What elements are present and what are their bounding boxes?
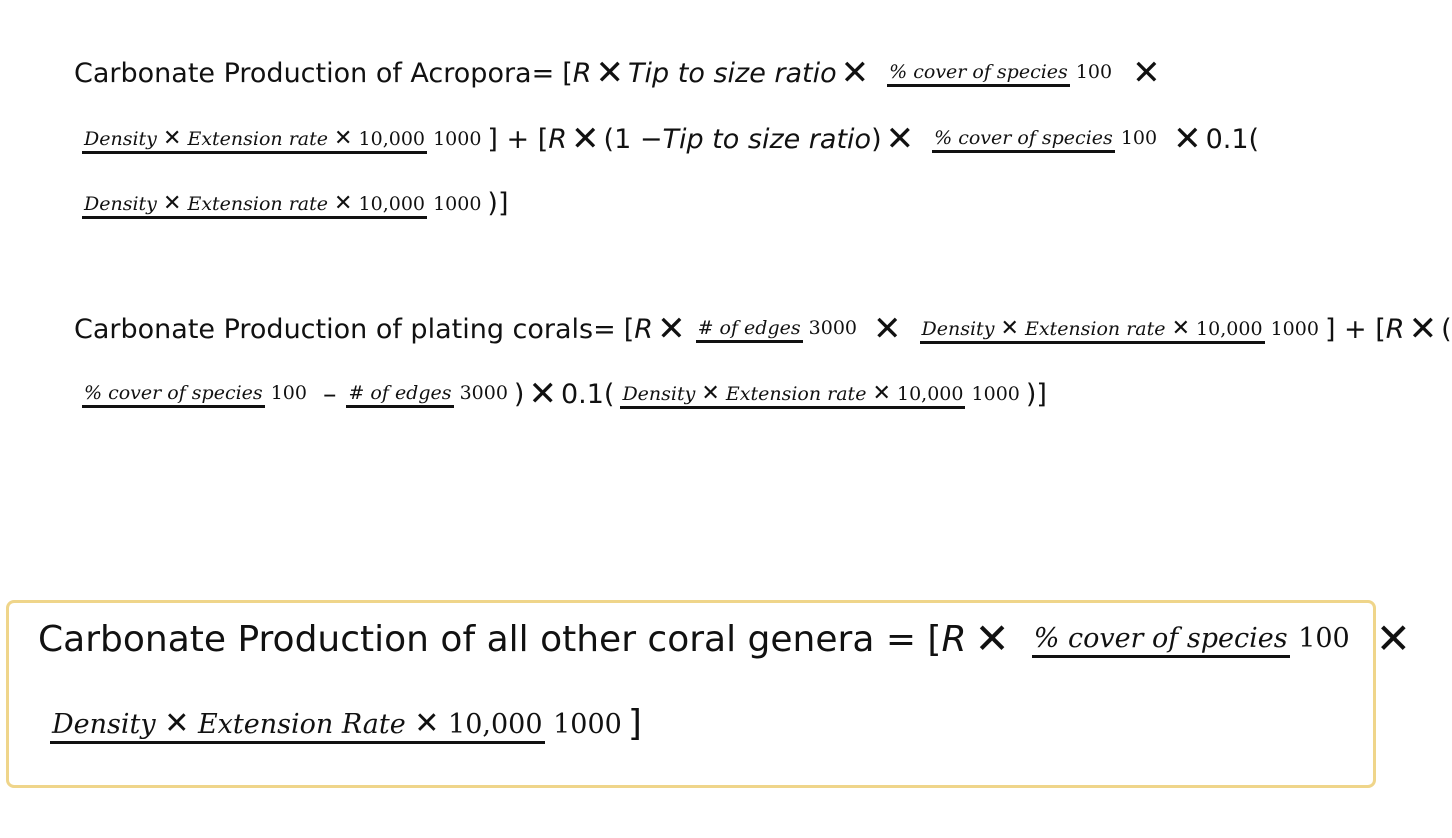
fraction-numerator: Density ✕ Extension rate ✕ 10,000 <box>620 383 965 409</box>
fraction-numerator: # of edges <box>346 382 453 408</box>
fraction-denominator: 3000 <box>459 382 508 405</box>
fraction-numerator: Density ✕ Extension rate ✕ 10,000 <box>82 128 427 154</box>
cover-fraction <box>887 63 1112 83</box>
tip-ratio-term: Tip to size ratio <box>662 123 872 155</box>
open-bracket: [ <box>562 57 573 89</box>
one-minus: (1 − <box>603 123 663 155</box>
fraction-denominator: 100 <box>270 382 307 405</box>
multiply-symbol: ✕ <box>885 119 915 159</box>
multiply-symbol: ✕ <box>1132 53 1161 93</box>
cover-fraction <box>932 129 1157 149</box>
plating-label: Carbonate Production of plating corals= <box>74 313 616 345</box>
fraction-denominator: 1000 <box>433 192 482 215</box>
factor-0-1: 0.1( <box>560 378 615 410</box>
other-label: Carbonate Production of all other coral genera = [ <box>38 618 942 660</box>
open-bracket: [ <box>623 313 635 345</box>
density-fraction <box>620 382 1019 405</box>
acropora-equation-line-1 <box>74 53 1165 93</box>
close-paren: ) <box>871 123 882 155</box>
edges-fraction <box>346 384 507 404</box>
fraction-denominator: 1000 <box>1270 318 1319 341</box>
multiply-symbol: ✕ <box>571 119 600 159</box>
other-equation-line-2 <box>44 703 642 744</box>
fraction-numerator: Density ✕ Extension rate ✕ 10,000 <box>82 193 427 219</box>
multiply-symbol: ✕ <box>1408 309 1438 349</box>
fraction-denominator: 3000 <box>808 317 858 340</box>
acropora-equation-line-3 <box>76 188 509 219</box>
fraction-denominator: 1000 <box>971 383 1020 406</box>
fraction-denominator: 1000 <box>553 708 622 740</box>
density-fraction <box>82 127 481 150</box>
minus-sign: – <box>322 378 337 410</box>
multiply-symbol: ✕ <box>1375 614 1411 663</box>
fraction-denominator: 100 <box>1075 61 1113 84</box>
fraction-denominator: 1000 <box>433 128 482 151</box>
open-paren: ( <box>1441 313 1452 345</box>
factor-0-1: 0.1( <box>1205 123 1260 155</box>
fraction-numerator: % cover of species <box>932 127 1115 153</box>
fraction-numerator: % cover of species <box>82 382 265 408</box>
fraction-denominator: 100 <box>1298 622 1350 654</box>
multiply-symbol: ✕ <box>840 53 870 93</box>
multiply-symbol: ✕ <box>528 374 557 414</box>
plating-equation-line-1 <box>74 309 1452 349</box>
closing-bracket: ] <box>627 703 642 744</box>
multiply-symbol: ✕ <box>657 309 686 349</box>
density-fraction <box>920 317 1319 340</box>
acropora-label: Carbonate Production of Acropora= <box>74 57 555 89</box>
closing-brackets: )] <box>487 188 509 219</box>
close-plus-open: ] + [ <box>1324 313 1386 345</box>
tip-ratio-term: Tip to size ratio <box>628 57 837 89</box>
r-variable: R <box>634 313 654 345</box>
density-fraction <box>50 705 622 741</box>
fraction-numerator: # of edges <box>696 317 803 343</box>
cover-fraction <box>1032 622 1350 654</box>
acropora-equation-line-2 <box>76 119 1260 159</box>
plating-equation-line-2 <box>76 374 1047 414</box>
multiply-symbol: ✕ <box>974 614 1010 663</box>
r-variable: R <box>941 618 967 660</box>
edges-fraction <box>696 319 857 339</box>
multiply-symbol: ✕ <box>1173 119 1202 159</box>
other-equation-line-1 <box>38 614 1415 663</box>
r-variable: R <box>572 57 592 89</box>
r-variable: R <box>548 123 568 155</box>
fraction-numerator: Density ✕ Extension Rate ✕ 10,000 <box>50 709 545 744</box>
close-plus-open: ] + [ <box>487 123 549 155</box>
multiply-symbol: ✕ <box>595 53 625 93</box>
cover-fraction <box>82 384 307 404</box>
fraction-denominator: 100 <box>1120 127 1158 150</box>
multiply-symbol: ✕ <box>873 309 902 349</box>
close-paren: ) <box>513 378 525 410</box>
closing-brackets: )] <box>1025 378 1047 410</box>
r-variable: R <box>1385 313 1405 345</box>
fraction-numerator: Density ✕ Extension rate ✕ 10,000 <box>920 318 1265 344</box>
density-fraction <box>82 192 481 215</box>
fraction-numerator: % cover of species <box>887 61 1070 87</box>
fraction-numerator: % cover of species <box>1032 623 1290 658</box>
